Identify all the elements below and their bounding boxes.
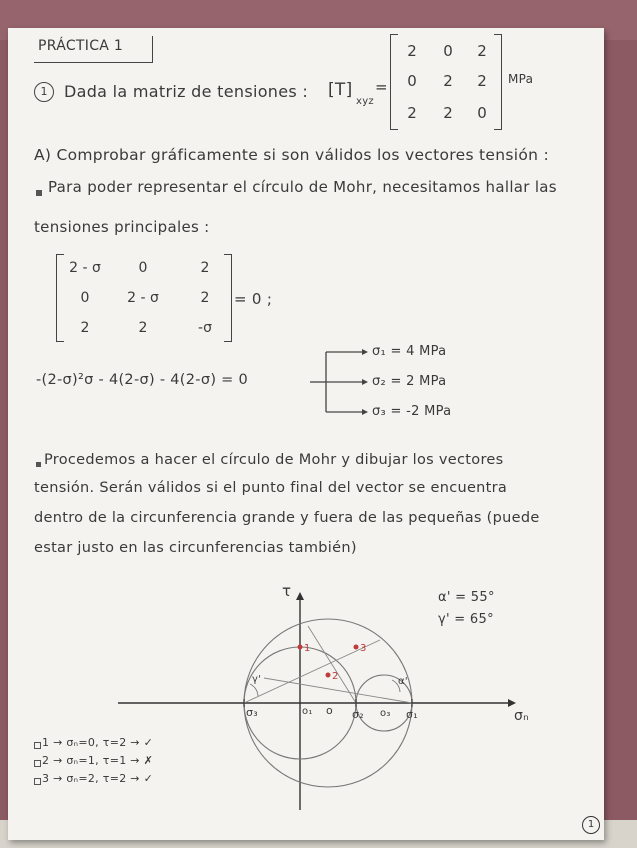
result-checkbox <box>34 760 41 767</box>
stress-point-label-2: 2 <box>332 671 339 682</box>
para1-line1: Para poder representar el círculo de Mohr, necesitamos hallar las <box>48 178 557 196</box>
matrix-cell: 0 <box>407 72 417 90</box>
stress-point-1 <box>298 645 303 650</box>
construction-line <box>308 626 356 703</box>
page-title: PRÁCTICA 1 <box>38 38 124 54</box>
page-number: 1 <box>582 816 600 834</box>
tau-axis-arrow <box>296 592 304 600</box>
para2-line2: tensión. Serán válidos si el punto final del vector se encuentra <box>34 480 508 496</box>
matrix-unit: MPa <box>508 72 534 86</box>
char-matrix-cell: 2 <box>138 320 148 336</box>
char-matrix-cell: 2 - σ <box>127 290 159 306</box>
characteristic-polynomial: -(2-σ)²σ - 4(2-σ) - 4(2-σ) = 0 <box>36 372 249 388</box>
char-matrix-cell: 2 <box>200 260 210 276</box>
stress-point-2 <box>326 673 331 678</box>
gamma-angle: γ' = 65° <box>438 612 494 627</box>
char-matrix-cell: 2 <box>80 320 90 336</box>
matrix-cell: 0 <box>443 42 453 60</box>
label-origin: o <box>326 704 334 717</box>
matrix-cell: 2 <box>477 42 487 60</box>
matrix-equals: = <box>375 78 388 96</box>
problem-statement: Dada la matriz de tensiones : <box>64 82 309 101</box>
result-3: 3 → σₙ=2, τ=2 → ✓ <box>42 772 154 785</box>
root-sigma-1: σ₁ = 4 MPa <box>372 344 447 359</box>
sigma-axis-arrow <box>508 699 516 707</box>
label-sigma3: σ₃ <box>246 706 258 719</box>
label-o3: o₃ <box>380 708 391 719</box>
char-matrix-cell: 0 <box>138 260 148 276</box>
problem-number: 1 <box>34 82 54 102</box>
para2-line1: Procedemos a hacer el círculo de Mohr y dibujar los vectores <box>44 452 504 468</box>
result-2: 2 → σₙ=1, τ=1 → ✗ <box>42 754 154 767</box>
result-1: 1 → σₙ=0, τ=2 → ✓ <box>42 736 154 749</box>
matrix-cell: 0 <box>477 104 487 122</box>
paper-sheet <box>8 28 604 840</box>
char-matrix-cell: -σ <box>198 320 212 336</box>
label-sigma1: σ₁ <box>406 708 418 721</box>
gamma-arc <box>250 684 258 696</box>
para2-line4: estar justo en las circunferencias también) <box>34 540 357 556</box>
stress-point-label-1: 1 <box>304 643 311 654</box>
matrix-cell: 2 <box>407 104 417 122</box>
label-alpha-small: α' <box>398 676 408 687</box>
matrix-subscript: xyz <box>356 96 374 107</box>
matrix-cell: 2 <box>407 42 417 60</box>
matrix-cell: 2 <box>443 72 453 90</box>
axis-sigma-label: σₙ <box>514 708 530 724</box>
label-sigma2: σ₂ <box>352 708 364 721</box>
char-matrix-cell: 0 <box>80 290 90 306</box>
root-sigma-2: σ₂ = 2 MPa <box>372 374 447 389</box>
axis-tau-label: τ <box>282 582 292 600</box>
label-o1: o₁ <box>302 706 313 717</box>
alpha-angle: α' = 55° <box>438 590 495 605</box>
char-matrix-cell: 2 - σ <box>69 260 101 276</box>
para1-line2: tensiones principales : <box>34 218 210 236</box>
matrix-label: [T] <box>328 80 353 100</box>
matrix-cell: 2 <box>443 104 453 122</box>
result-checkbox <box>34 742 41 749</box>
char-matrix-cell: 2 <box>200 290 210 306</box>
result-checkbox <box>34 778 41 785</box>
stress-point-label-3: 3 <box>360 643 367 654</box>
root-sigma-3: σ₃ = -2 MPa <box>372 404 452 419</box>
section-a-heading: A) Comprobar gráficamente si son válidos los vectores tensión : <box>34 146 550 164</box>
char-eq-tail: = 0 ; <box>234 290 273 308</box>
label-gamma-small: γ' <box>252 674 262 685</box>
stress-point-3 <box>354 645 359 650</box>
matrix-cell: 2 <box>477 72 487 90</box>
para2-line3: dentro de la circunferencia grande y fuera de las pequeñas (puede <box>34 510 540 526</box>
